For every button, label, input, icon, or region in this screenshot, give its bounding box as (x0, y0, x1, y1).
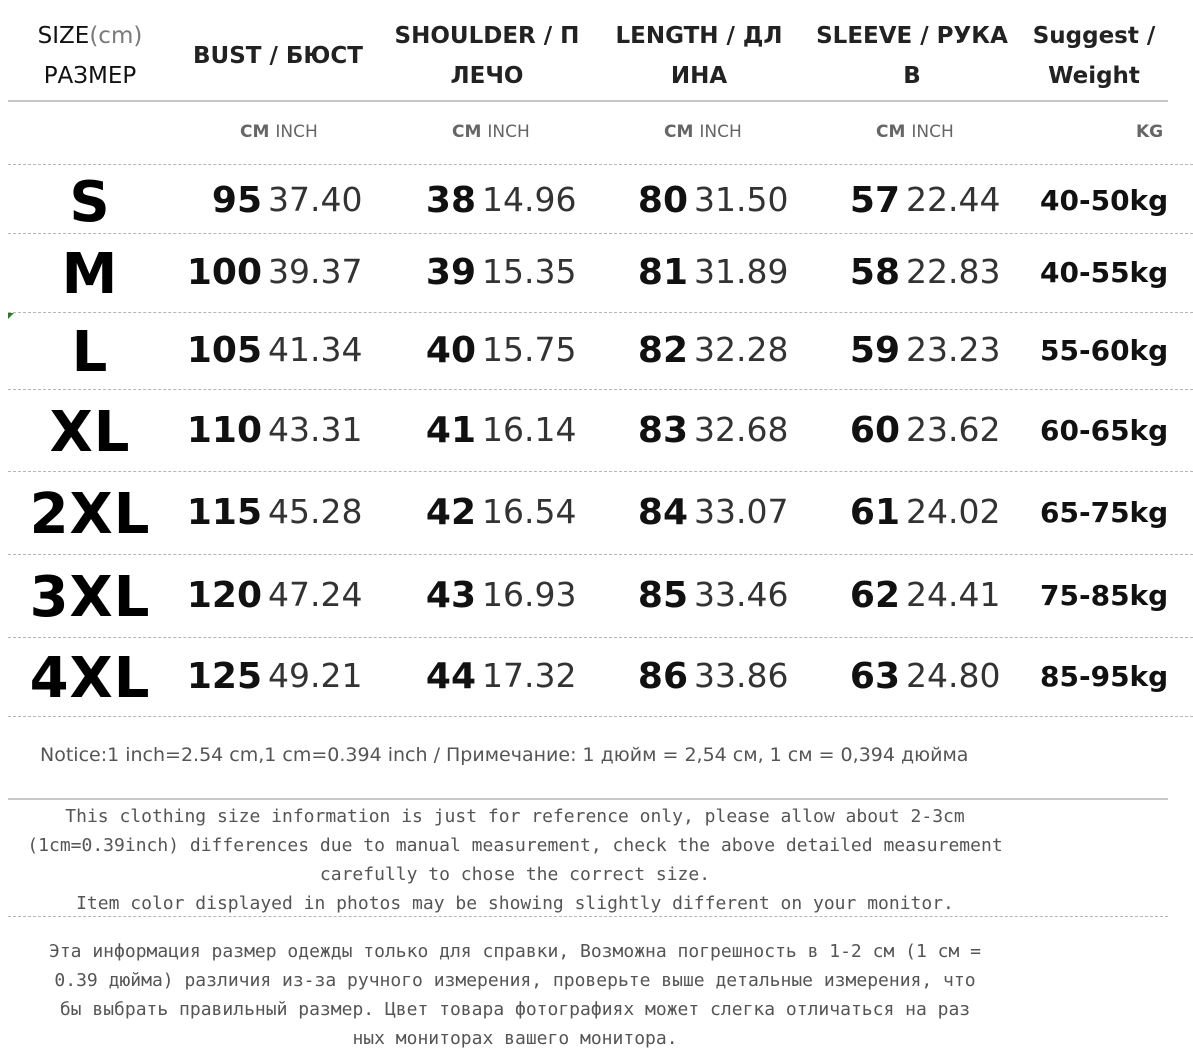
unit-inch: INCH (275, 122, 318, 142)
table-row (0, 168, 1193, 235)
unit-cm: CM (876, 122, 906, 142)
unit-cm: CM (452, 122, 482, 142)
unit-shoulder (452, 122, 530, 142)
unit-bust (240, 122, 318, 142)
weight-value: 60-65kg (1040, 414, 1169, 447)
disclaimer-ru-line: 0.39 дюйма) различия из-за ручного измерения, проверьте выше детальные измерения, что (54, 970, 976, 991)
size-label: L (71, 320, 109, 385)
shoulder-cm: 39 (425, 252, 476, 293)
row-divider (8, 716, 1193, 717)
sleeve-cm: 62 (849, 575, 900, 616)
header-size-label: SIZE (37, 23, 90, 49)
shoulder-cm: 40 (425, 330, 476, 371)
length-cm: 80 (637, 180, 688, 221)
table-row (0, 644, 1193, 714)
shoulder-cm: 41 (425, 410, 476, 451)
shoulder-inch: 16.54 (482, 492, 577, 531)
table-row (0, 563, 1193, 635)
header-sleeve-line1: SLEEVE / РУКА (816, 23, 1008, 49)
bust-inch: 37.40 (268, 180, 363, 219)
bust-inch: 45.28 (268, 492, 363, 531)
weight-value: 85-95kg (1040, 660, 1169, 693)
bust-cm: 110 (186, 410, 262, 451)
table-row (0, 398, 1193, 470)
notice-divider (8, 798, 1168, 800)
length-cm: 84 (637, 492, 688, 533)
shoulder-inch: 15.35 (482, 252, 577, 291)
sleeve-cm: 57 (849, 180, 900, 221)
bust-cm: 120 (186, 575, 262, 616)
table-row (0, 240, 1193, 310)
disclaimer-en-line: (1cm=0.39inch) differences due to manual measurement, check the above detailed measurement (27, 835, 1003, 856)
length-inch: 32.28 (694, 330, 789, 369)
shoulder-cm: 44 (425, 656, 476, 697)
sleeve-inch: 23.62 (906, 410, 1001, 449)
header-shoulder (384, 16, 590, 96)
header-sleeve (808, 16, 1016, 96)
row-divider (8, 164, 1193, 165)
sleeve-cm: 63 (849, 656, 900, 697)
sleeve-cm: 58 (849, 252, 900, 293)
shoulder-inch: 14.96 (482, 180, 577, 219)
unit-inch: INCH (699, 122, 742, 142)
length-inch: 32.68 (694, 410, 789, 449)
length-inch: 31.89 (694, 252, 789, 291)
row-divider (8, 389, 1193, 390)
header-shoulder-line2: ЛЕЧО (450, 63, 524, 89)
length-inch: 33.07 (694, 492, 789, 531)
shoulder-inch: 17.32 (482, 656, 577, 695)
length-cm: 83 (637, 410, 688, 451)
shoulder-cm: 43 (425, 575, 476, 616)
header-size (30, 16, 150, 96)
length-cm: 81 (637, 252, 688, 293)
unit-cm: CM (240, 122, 270, 142)
bust-cm: 95 (211, 180, 262, 221)
bust-cm: 105 (186, 330, 262, 371)
shoulder-cm: 42 (425, 492, 476, 533)
length-cm: 86 (637, 656, 688, 697)
row-divider (8, 637, 1193, 638)
table-header (0, 12, 1193, 98)
disclaimer-en-line: Item color displayed in photos may be showing slightly different on your monitor. (76, 893, 954, 914)
unit-inch: INCH (911, 122, 954, 142)
size-label: XL (49, 400, 131, 465)
sleeve-cm: 59 (849, 330, 900, 371)
bust-inch: 47.24 (268, 575, 363, 614)
row-divider (8, 471, 1193, 472)
weight-value: 55-60kg (1040, 334, 1169, 367)
header-size-unit: (cm) (89, 23, 143, 49)
bust-cm: 125 (186, 656, 262, 697)
sleeve-inch: 24.02 (906, 492, 1001, 531)
disclaimer-en (10, 802, 1020, 918)
table-row (0, 480, 1193, 552)
weight-value: 40-55kg (1040, 256, 1169, 289)
header-bust: BUST / БЮСТ (193, 43, 363, 69)
sleeve-inch: 24.80 (906, 656, 1001, 695)
header-length (600, 16, 798, 96)
disclaimer-divider (8, 916, 1168, 917)
disclaimer-ru (10, 937, 1020, 1053)
size-label: 4XL (29, 646, 151, 711)
disclaimer-ru-line: ных мониторах вашего монитора. (352, 1028, 678, 1049)
size-label: M (61, 242, 119, 307)
disclaimer-ru-line: Эта информация размер одежды только для справки, Возможна погрешность в 1-2 см (1 см = (49, 941, 981, 962)
unit-inch: INCH (487, 122, 530, 142)
bust-cm: 115 (186, 492, 262, 533)
bust-inch: 49.21 (268, 656, 363, 695)
disclaimer-en-line: carefully to chose the correct size. (319, 864, 711, 885)
size-label: 2XL (29, 482, 151, 547)
row-divider (8, 312, 1193, 313)
shoulder-inch: 16.93 (482, 575, 577, 614)
unit-cm: CM (664, 122, 694, 142)
sleeve-inch: 24.41 (906, 575, 1001, 614)
bust-inch: 43.31 (268, 410, 363, 449)
weight-value: 65-75kg (1040, 496, 1169, 529)
unit-sleeve (876, 122, 954, 142)
weight-value: 40-50kg (1040, 184, 1169, 217)
length-cm: 82 (637, 330, 688, 371)
sleeve-inch: 22.44 (906, 180, 1001, 219)
size-label: 3XL (29, 565, 151, 630)
row-divider (8, 554, 1193, 555)
length-inch: 31.50 (694, 180, 789, 219)
sleeve-cm: 61 (849, 492, 900, 533)
table-row (0, 318, 1193, 388)
header-size-label-ru: РАЗМЕР (43, 63, 137, 89)
unit-length (664, 122, 742, 142)
header-length-line1: LENGTH / ДЛ (615, 23, 783, 49)
row-divider (8, 233, 1193, 234)
weight-value: 75-85kg (1040, 579, 1169, 612)
header-weight (1024, 16, 1164, 96)
shoulder-inch: 16.14 (482, 410, 577, 449)
unit-row (0, 118, 1193, 150)
unit-kg: KG (1136, 122, 1164, 142)
disclaimer-en-line: This clothing size information is just for reference only, please allow about 2-3cm (65, 806, 965, 827)
header-sleeve-line2: В (903, 63, 921, 89)
size-label: S (69, 170, 111, 235)
sleeve-inch: 23.23 (906, 330, 1001, 369)
length-inch: 33.86 (694, 656, 789, 695)
header-shoulder-line1: SHOULDER / П (394, 23, 580, 49)
disclaimer-ru-line: бы выбрать правильный размер. Цвет товара фотографиях может слегка отличаться на раз (59, 999, 971, 1020)
bust-cm: 100 (186, 252, 262, 293)
shoulder-inch: 15.75 (482, 330, 577, 369)
sleeve-inch: 22.83 (906, 252, 1001, 291)
shoulder-cm: 38 (425, 180, 476, 221)
conversion-notice: Notice:1 inch=2.54 cm,1 cm=0.394 inch / Примечание: 1 дюйм = 2,54 см, 1 см = 0,394 дюйма (40, 744, 969, 766)
length-cm: 85 (637, 575, 688, 616)
header-weight-line1: Suggest / (1032, 23, 1156, 49)
length-inch: 33.46 (694, 575, 789, 614)
bust-inch: 41.34 (268, 330, 363, 369)
header-length-line2: ИНА (670, 63, 728, 89)
header-weight-line2: Weight (1048, 63, 1140, 89)
sleeve-cm: 60 (849, 410, 900, 451)
header-divider (8, 100, 1168, 102)
bust-inch: 39.37 (268, 252, 363, 291)
